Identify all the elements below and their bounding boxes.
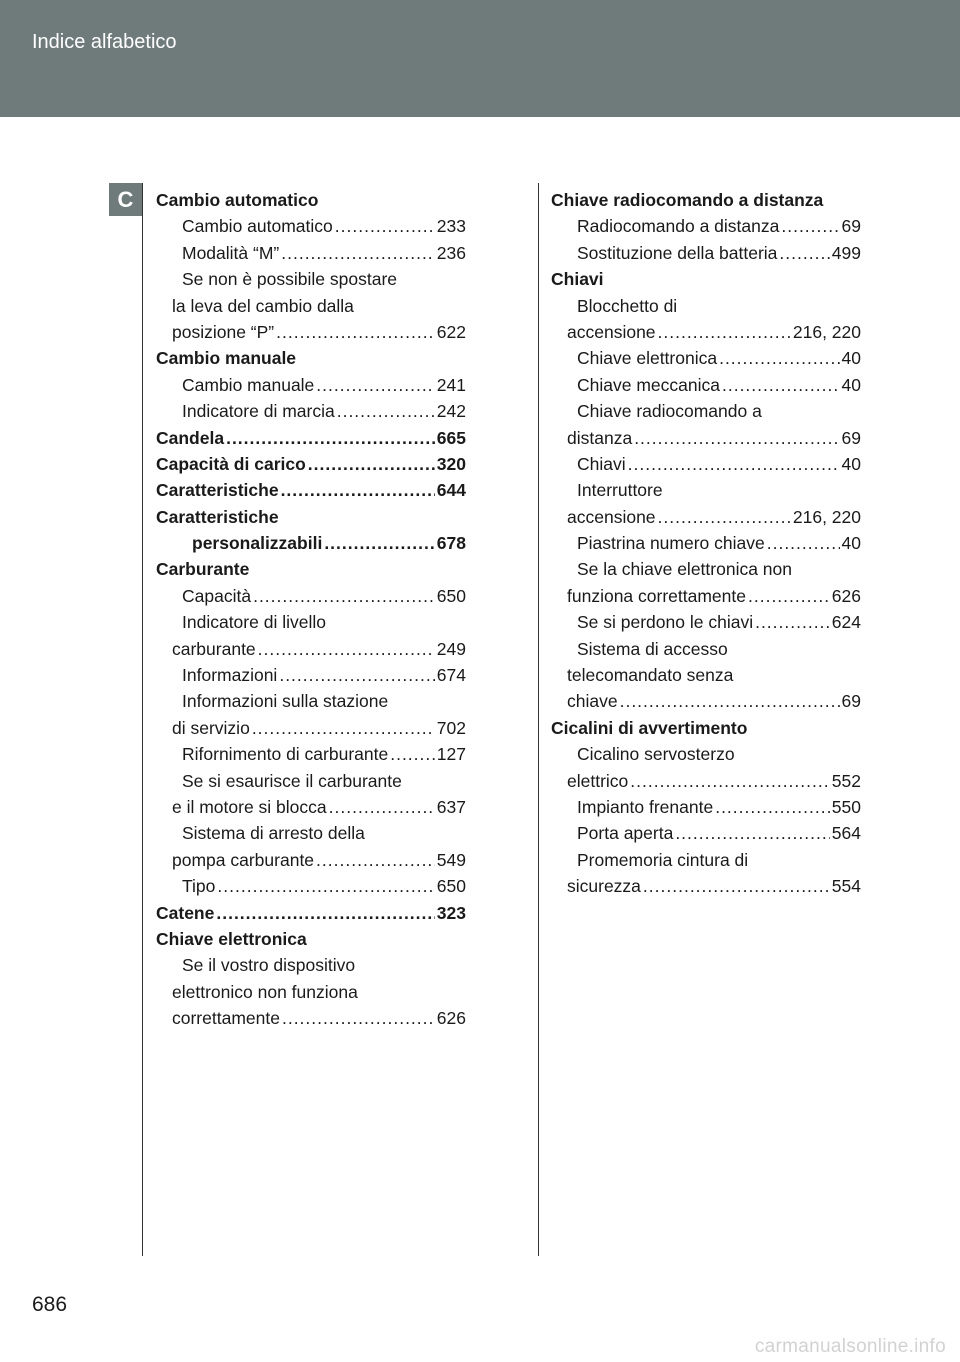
index-entry-text: Caratteristiche <box>156 480 279 501</box>
dot-leader <box>324 530 434 556</box>
index-subentry <box>156 688 466 714</box>
index-entry-text: Carburante <box>156 559 250 580</box>
index-entry-text: Cambio manuale <box>182 374 315 395</box>
index-continuation <box>156 319 466 345</box>
index-entry-text: Chiave radiocomando a <box>577 401 762 422</box>
index-entry-text: Se si perdono le chiavi <box>577 612 754 633</box>
index-page-ref: 550 <box>831 796 861 817</box>
index-subentry <box>156 768 466 794</box>
index-continuation <box>156 530 466 556</box>
index-entry-text: sicurezza <box>567 876 641 897</box>
index-page-ref: 40 <box>841 374 861 395</box>
index-entry-text: Chiave radiocomando a distanza <box>551 190 824 210</box>
index-page-ref: 241 <box>436 374 466 395</box>
index-continuation <box>551 768 861 794</box>
dot-leader <box>643 873 830 899</box>
index-subentry <box>156 609 466 635</box>
index-continuation <box>156 1005 466 1031</box>
index-subentry <box>551 609 861 635</box>
index-continuation <box>551 583 861 609</box>
index-subentry <box>551 293 861 319</box>
index-entry-text: Chiavi <box>577 453 626 474</box>
dot-leader <box>217 873 434 899</box>
index-entry-text: Indicatore di livello <box>182 612 326 633</box>
dot-leader <box>658 504 791 530</box>
index-entry-text: elettronico non funziona <box>172 981 358 1002</box>
index-subentry <box>156 820 466 846</box>
index-subentry <box>551 741 861 767</box>
dot-leader <box>719 345 839 371</box>
index-page-ref: 40 <box>841 453 861 474</box>
index-entry-text: la leva del cambio dalla <box>172 295 354 316</box>
index-entry-text: telecomandato senza <box>567 665 734 686</box>
dot-leader <box>276 319 435 345</box>
index-subentry <box>551 451 861 477</box>
dot-leader <box>767 530 840 556</box>
index-page-ref: 242 <box>436 401 466 422</box>
index-continuation <box>551 504 861 530</box>
index-continuation <box>156 847 466 873</box>
index-entry-text: Radiocomando a distanza <box>577 216 780 237</box>
index-page-ref: 69 <box>841 427 861 448</box>
watermark: carmanualsonline.info <box>754 1336 946 1357</box>
dot-leader <box>335 213 435 239</box>
dot-leader <box>316 847 435 873</box>
dot-leader <box>216 900 434 926</box>
index-entry-text: Candela <box>156 427 225 448</box>
dot-leader <box>279 662 434 688</box>
index-page-ref: 702 <box>436 717 466 738</box>
index-entry-text: Capacità di carico <box>156 453 306 474</box>
index-entry-text: elettrico <box>567 770 629 791</box>
index-entry-text: Modalità “M” <box>182 242 280 263</box>
dot-leader <box>658 319 791 345</box>
index-continuation <box>156 636 466 662</box>
index-entry-text: Blocchetto di <box>577 295 678 316</box>
dot-leader <box>281 477 435 503</box>
index-column-left <box>156 187 466 1032</box>
index-heading <box>551 266 861 292</box>
index-continuation <box>156 979 466 1005</box>
index-entry-text: Indicatore di marcia <box>182 401 335 422</box>
dot-leader <box>308 451 435 477</box>
index-heading <box>551 715 861 741</box>
index-continuation <box>551 873 861 899</box>
index-subentry <box>156 372 466 398</box>
index-entry-text: funziona correttamente <box>567 585 746 606</box>
index-entry-text: carburante <box>172 638 256 659</box>
index-continuation <box>551 319 861 345</box>
index-page-ref: 650 <box>436 585 466 606</box>
index-page-ref: 40 <box>841 348 861 369</box>
index-continuation <box>551 425 861 451</box>
index-entry-text: e il motore si blocca <box>172 796 327 817</box>
dot-leader <box>281 240 435 266</box>
index-page-ref: 236 <box>436 242 466 263</box>
index-entry-text: Cicalino servosterzo <box>577 744 735 765</box>
index-subentry <box>156 952 466 978</box>
index-page-ref: 626 <box>831 585 861 606</box>
index-heading <box>156 451 466 477</box>
index-continuation <box>156 794 466 820</box>
index-page-ref: 626 <box>436 1008 466 1029</box>
index-entry-text: Cambio automatico <box>182 216 333 237</box>
dot-leader <box>258 636 435 662</box>
section-letter-tab: C <box>109 183 142 216</box>
index-heading <box>551 187 861 213</box>
index-continuation <box>551 662 861 688</box>
page-number: 686 <box>32 1293 68 1316</box>
dot-leader <box>390 741 435 767</box>
index-subentry <box>551 477 861 503</box>
index-entry-text: Porta aperta <box>577 823 674 844</box>
index-heading <box>156 900 466 926</box>
index-page-ref: 127 <box>436 744 466 765</box>
index-entry-text: pompa carburante <box>172 849 315 870</box>
index-page-ref: 637 <box>436 796 466 817</box>
index-entry-text: distanza <box>567 427 633 448</box>
index-entry-text: Caratteristiche <box>156 506 279 527</box>
index-subentry <box>551 820 861 846</box>
index-entry-text: Cambio manuale <box>156 348 297 369</box>
index-continuation <box>156 293 466 319</box>
index-page-ref: 499 <box>831 242 861 263</box>
index-page-ref: 249 <box>436 638 466 659</box>
index-entry-text: Rifornimento di carburante <box>182 744 389 765</box>
index-subentry <box>156 583 466 609</box>
index-page-ref: 552 <box>831 770 861 791</box>
index-subentry <box>551 556 861 582</box>
index-page-ref: 624 <box>831 612 861 633</box>
index-entry-text: Cicalini di avvertimento <box>551 717 748 738</box>
index-subentry <box>551 213 861 239</box>
index-entry-text: Chiavi <box>551 269 604 290</box>
index-entry-text: accensione <box>567 506 656 527</box>
index-page-ref: 216, 220 <box>792 321 861 342</box>
index-page-ref: 69 <box>841 216 861 237</box>
index-heading <box>156 556 466 582</box>
index-entry-text: correttamente <box>172 1008 280 1029</box>
index-entry-text: Sistema di accesso <box>577 638 728 659</box>
index-entry-text: Capacità <box>182 585 252 606</box>
index-continuation <box>551 688 861 714</box>
index-entry-text: Se la chiave elettronica non <box>577 559 792 580</box>
dot-leader <box>634 425 839 451</box>
index-subentry <box>156 266 466 292</box>
index-entry-text: Informazioni <box>182 665 278 686</box>
dot-leader <box>675 820 829 846</box>
index-subentry <box>551 372 861 398</box>
column-divider-left <box>142 183 143 1256</box>
dot-leader <box>253 583 435 609</box>
index-page-ref: 622 <box>436 321 466 342</box>
index-entry-text: Se il vostro dispositivo <box>182 955 356 976</box>
dot-leader <box>282 1005 435 1031</box>
index-subentry <box>156 398 466 424</box>
index-subentry <box>551 240 861 266</box>
index-page-ref: 323 <box>436 902 466 923</box>
index-page-ref: 549 <box>436 849 466 870</box>
index-heading <box>156 187 466 213</box>
index-page-ref: 678 <box>436 533 466 554</box>
dot-leader <box>781 213 839 239</box>
index-subentry <box>551 530 861 556</box>
index-entry-text: personalizzabili <box>192 533 323 554</box>
index-subentry <box>551 794 861 820</box>
column-divider-middle <box>538 183 539 1256</box>
dot-leader <box>748 583 830 609</box>
dot-leader <box>316 372 435 398</box>
index-entry-text: Promemoria cintura di <box>577 849 749 870</box>
dot-leader <box>620 688 840 714</box>
index-page-ref: 40 <box>841 533 861 554</box>
dot-leader <box>722 372 840 398</box>
index-page-ref: 650 <box>436 876 466 897</box>
dot-leader <box>630 768 830 794</box>
index-heading <box>156 926 466 952</box>
index-subentry <box>551 345 861 371</box>
index-entry-text: Impianto frenante <box>577 796 714 817</box>
index-subentry <box>156 213 466 239</box>
index-subentry <box>551 398 861 424</box>
dot-leader <box>628 451 840 477</box>
index-entry-text: Tipo <box>182 876 216 897</box>
index-entry-text: Informazioni sulla stazione <box>182 691 389 712</box>
index-entry-text: chiave <box>567 691 618 712</box>
index-heading <box>156 425 466 451</box>
index-entry-text: posizione “P” <box>172 321 275 342</box>
index-entry-text: Catene <box>156 902 215 923</box>
index-entry-text: Sostituzione della batteria <box>577 242 778 263</box>
dot-leader <box>252 715 435 741</box>
index-entry-text: accensione <box>567 321 656 342</box>
index-page-ref: 554 <box>831 876 861 897</box>
index-heading <box>156 345 466 371</box>
index-page-ref: 665 <box>436 427 466 448</box>
index-subentry <box>156 741 466 767</box>
index-entry-text: Piastrina numero chiave <box>577 533 765 554</box>
page-header <box>0 0 960 117</box>
index-entry-text: Cambio automatico <box>156 190 319 210</box>
index-subentry <box>551 636 861 662</box>
index-entry-text: Chiave elettronica <box>577 348 718 369</box>
dot-leader <box>779 240 829 266</box>
dot-leader <box>755 609 830 635</box>
index-page-ref: 674 <box>436 665 466 686</box>
index-entry-text: Se non è possibile spostare <box>182 269 397 290</box>
index-entry-text: Chiave elettronica <box>156 928 307 949</box>
index-page-ref: 233 <box>436 216 466 237</box>
index-page-ref: 320 <box>436 453 466 474</box>
index-subentry <box>156 662 466 688</box>
index-heading <box>156 477 466 503</box>
index-heading <box>156 504 466 530</box>
header-title: Indice alfabetico <box>32 31 177 53</box>
index-subentry <box>551 847 861 873</box>
dot-leader <box>226 425 435 451</box>
dot-leader <box>337 398 435 424</box>
index-page-ref: 69 <box>841 691 861 712</box>
index-column-right <box>551 187 861 900</box>
index-entry-text: Sistema di arresto della <box>182 823 365 844</box>
index-entry-text: Se si esaurisce il carburante <box>182 770 402 791</box>
index-subentry <box>156 240 466 266</box>
index-page-ref: 564 <box>831 823 861 844</box>
index-continuation <box>156 715 466 741</box>
index-page-ref: 216, 220 <box>792 506 861 527</box>
index-entry-text: Chiave meccanica <box>577 374 720 395</box>
dot-leader <box>329 794 435 820</box>
index-subentry <box>156 873 466 899</box>
index-page-ref: 644 <box>436 480 466 501</box>
dot-leader <box>715 794 830 820</box>
index-entry-text: Interruttore <box>577 480 663 501</box>
index-entry-text: di servizio <box>172 717 250 738</box>
